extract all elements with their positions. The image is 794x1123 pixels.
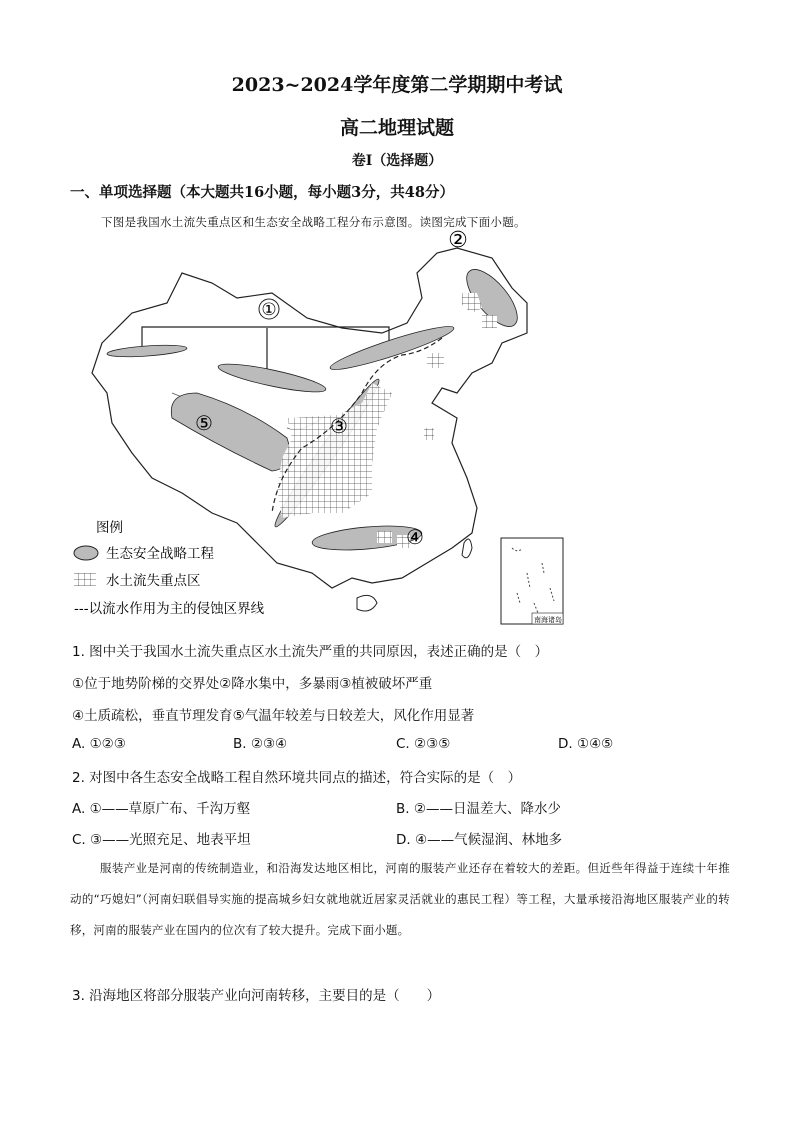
erosion-zone-northeast-2 [482, 315, 497, 328]
question-1-stem: 1. 图中关于我国水土流失重点区水土流失严重的共同原因，表述正确的是（ ） [72, 644, 549, 660]
passage-clothing-industry: 服装产业是河南的传统制造业，和沿海发达地区相比，河南的服装产业还存在着较大的差距。但近些年得益于连续十年推动的“巧媳妇”（河南妇联倡导实施的提高城乡妇女就地就近居家灵活就业的惠民工程）等工程，大量承接沿海地区服装产业的转移，河南的服装产业在国内的位次有了较大提升。完成下面小题。 [70, 861, 730, 937]
hainan-island [357, 595, 377, 611]
china-map-figure [72, 228, 572, 628]
question-2-option-b: B. ②——日温差大、降水少 [396, 801, 561, 817]
legend-erosion-label: 水土流失重点区 [106, 573, 201, 589]
map-label-2: ② [448, 228, 468, 253]
map-label-5: ⑤ [195, 411, 213, 435]
legend-title: 图例 [96, 520, 123, 536]
map-label-4: ④ [406, 525, 424, 549]
erosion-zone-north [427, 353, 444, 368]
taiwan-island [462, 539, 472, 558]
volume-label: 卷I（选择题） [351, 153, 443, 169]
question-1-option-c: C. ②③⑤ [396, 736, 451, 752]
eco-zone-5 [171, 393, 290, 471]
legend-eco-label: 生态安全战略工程 [106, 546, 214, 562]
question-3-stem: 3. 沿海地区将部分服装产业向河南转移，主要目的是（ ） [72, 988, 441, 1004]
question-1-option-d: D. ①④⑤ [558, 736, 614, 752]
question-1-statement-1: ①位于地势阶梯的交界处②降水集中，多暴雨③植被破坏严重 [72, 676, 433, 692]
question-2-option-c: C. ③——光照充足、地表平坦 [72, 832, 251, 848]
map-label-1: ① [261, 300, 277, 320]
legend-eco-swatch [74, 546, 98, 560]
inset-label: 南海诸岛 [534, 616, 562, 624]
eco-zone-1a [107, 343, 188, 359]
exam-title: 2023~2024学年度第二学期期中考试 [231, 74, 563, 96]
question-2-option-d: D. ④——气候湿润、林地多 [396, 832, 563, 848]
erosion-zone-loess [277, 383, 392, 518]
exam-subtitle: 高二地理试题 [339, 117, 454, 139]
legend-erosion-swatch [74, 573, 96, 586]
legend-boundary-label: ---以流水作用为主的侵蚀区界线 [74, 601, 265, 617]
question-1-statement-2: ④土质疏松，垂直节理发育⑤气温年较差与日较差大，风化作用显著 [72, 708, 475, 724]
erosion-zone-south [377, 531, 392, 543]
erosion-zone-east [424, 428, 434, 440]
question-1-option-b: B. ②③④ [233, 736, 288, 752]
eco-zone-1b [217, 359, 328, 398]
intro-text: 下图是我国水土流失重点区和生态安全战略工程分布示意图。读图完成下面小题。 [101, 215, 526, 229]
question-2-stem: 2. 对图中各生态安全战略工程自然环境共同点的描述，符合实际的是（ ） [72, 770, 522, 786]
south-china-sea-inset [501, 538, 563, 624]
question-1-option-a: A. ①②③ [72, 736, 126, 752]
section-heading: 一、单项选择题（本大题共16小题，每小题3分，共48分） [70, 184, 454, 201]
map-label-3: ③ [330, 414, 348, 438]
question-2-option-a: A. ①——草原广布、千沟万壑 [72, 801, 251, 817]
